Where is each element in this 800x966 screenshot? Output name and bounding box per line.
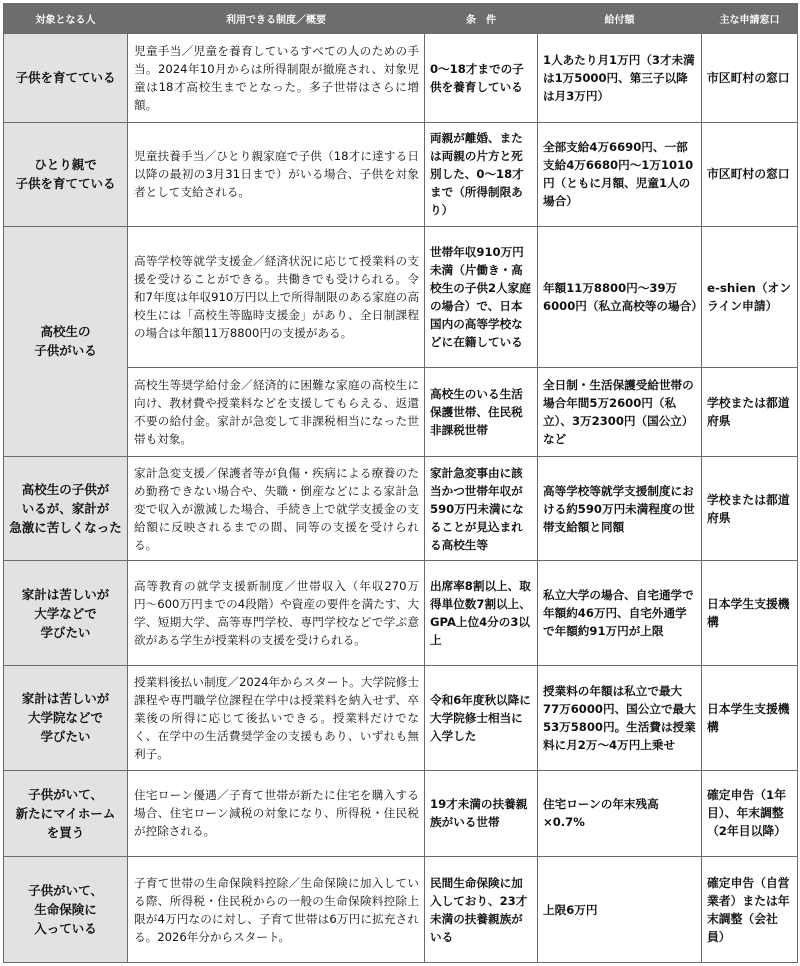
target-cell: 子供がいて、 生命保険に 入っている (4, 857, 128, 963)
condition-cell: 世帯年収910万円未満（片働き・高校生の子供2人家庭の場合）で、日本国内の高等学校などに在籍している (425, 227, 538, 368)
table-row (4, 456, 798, 561)
table-row (4, 561, 798, 666)
overview-cell: 児童扶養手当／ひとり親家庭で子供（18才に達する日以降の最初の3月31日まで）がいる場合、子供を対象者として支給される。 (128, 122, 425, 227)
office-cell: 市区町村の窓口 (702, 34, 798, 123)
table-row (4, 666, 798, 771)
table-row (4, 34, 798, 123)
condition-cell: 両親が離婚、または両親の片方と死別した、0〜18才まで（所得制限あり） (425, 122, 538, 227)
office-cell: 日本学生支援機構 (702, 561, 798, 666)
office-cell: e-shien（オンライン申請） (702, 227, 798, 368)
office-cell: 市区町村の窓口 (702, 122, 798, 227)
header-target: 対象となる人 (4, 4, 128, 34)
target-cell: ひとり親で 子供を育てている (4, 122, 128, 227)
overview-cell: 授業料後払い制度／2024年からスタート。大学院修士課程や専門職学位課程在学中は授業料を納入せず、卒業後の所得に応じて後払いできる。授業料だけでなく、在学中の生活費奨学金の支援もあり、いずれも無利子。 (128, 666, 425, 771)
target-cell: 高校生の 子供がいる (4, 227, 128, 456)
overview-cell: 高校生等奨学給付金／経済的に困難な家庭の高校生に向け、教材費や授業料などを支援してもらえる、返還不要の給付金。家計が急変して非課税相当になった世帯も対象。 (128, 368, 425, 457)
header-office: 主な申請窓口 (702, 4, 798, 34)
support-programs-table (3, 3, 798, 963)
office-cell: 確定申告（1年目）、年末調整（2年目以降） (702, 770, 798, 857)
overview-cell: 児童手当／児童を養育しているすべての人のための手当。2024年10月からは所得制限が撤廃され、対象児童は18才高校生までとなった。多子世帯はさらに増額。 (128, 34, 425, 123)
table-header-row (4, 4, 798, 34)
amount-cell: 住宅ローンの年末残高×0.7% (538, 770, 702, 857)
amount-cell: 全部支給4万6690円、一部支給4万6680円〜1万1010円（ともに月額、児童1人の場合） (538, 122, 702, 227)
overview-cell: 住宅ローン優遇／子育て世帯が新たに住宅を購入する場合、住宅ローン減税の対象になり、所得税・住民税が控除される。 (128, 770, 425, 857)
header-overview: 利用できる制度／概要 (128, 4, 425, 34)
header-amount: 給付額 (538, 4, 702, 34)
office-cell: 学校または都道府県 (702, 368, 798, 457)
condition-cell: 19才未満の扶養親族がいる世帯 (425, 770, 538, 857)
office-cell: 確定申告（自営業者）または年末調整（会社員） (702, 857, 798, 963)
condition-cell: 出席率8割以上、取得単位数7割以上、GPA上位4分の3以上 (425, 561, 538, 666)
table-row (4, 857, 798, 963)
table-row (4, 122, 798, 227)
target-cell: 子供を育てている (4, 34, 128, 123)
condition-cell: 高校生のいる生活保護世帯、住民税非課税世帯 (425, 368, 538, 457)
amount-cell: 授業料の年額は私立で最大77万6000円、国公立で最大53万5800円。生活費は授業料に月2万〜4万円上乗せ (538, 666, 702, 771)
condition-cell: 家計急変事由に該当かつ世帯年収が590万円未満になることが見込まれる高校生等 (425, 456, 538, 561)
target-cell: 高校生の子供が いるが、家計が 急激に苦しくなった (4, 456, 128, 561)
overview-cell: 高等学校等就学支援金／経済状況に応じて授業料の支援を受けることができる。共働きでも受けられる。令和7年度は年収910万円以上で所得制限のある家庭の高校生には「高校生等臨時支援金」があり、全日制課程の場合は年額11万8800円の支援がある。 (128, 227, 425, 368)
amount-cell: 私立大学の場合、自宅通学で年額約46万円、自宅外通学で年額約91万円が上限 (538, 561, 702, 666)
office-cell: 日本学生支援機構 (702, 666, 798, 771)
table-row (4, 770, 798, 857)
condition-cell: 令和6年度秋以降に大学院修士相当に入学した (425, 666, 538, 771)
amount-cell: 高等学校等就学支援制度における約590万円未満程度の世帯支給額と同額 (538, 456, 702, 561)
amount-cell: 上限6万円 (538, 857, 702, 963)
overview-cell: 子育て世帯の生命保険料控除／生命保険に加入している際、所得税・住民税からの一般の生命保険料控除上限が4万円なのに対し、子育て世帯は6万円に拡充される。2026年分からスタート。 (128, 857, 425, 963)
header-condition: 条 件 (425, 4, 538, 34)
condition-cell: 0〜18才までの子供を養育している (425, 34, 538, 123)
target-cell: 家計は苦しいが 大学などで 学びたい (4, 561, 128, 666)
target-cell: 家計は苦しいが 大学院などで 学びたい (4, 666, 128, 771)
overview-cell: 高等教育の就学支援新制度／世帯収入（年収270万円〜600万円までの4段階）や資産の要件を満たす、大学、短期大学、高等専門学校、専門学校などで学ぶ意欲がある学生が授業料の支援を受けられる。 (128, 561, 425, 666)
office-cell: 学校または都道府県 (702, 456, 798, 561)
table-row (4, 227, 798, 368)
amount-cell: 年額11万8800円〜39万6000円（私立高校等の場合） (538, 227, 702, 368)
condition-cell: 民間生命保険に加入しており、23才未満の扶養親族がいる (425, 857, 538, 963)
target-cell: 子供がいて、 新たにマイホーム を買う (4, 770, 128, 857)
overview-cell: 家計急変支援／保護者等が負傷・疾病による療養のため勤務できない場合や、失職・倒産などによる家計急変で収入が激減した場合、手続き上で就学支援金の支給額に反映されるまでの間、同等の支援を受けられる。 (128, 456, 425, 561)
amount-cell: 全日制・生活保護受給世帯の場合年間5万2600円（私立）、3万2300円（国公立）など (538, 368, 702, 457)
amount-cell: 1人あたり月1万円（3才未満は1万5000円、第三子以降は月3万円） (538, 34, 702, 123)
